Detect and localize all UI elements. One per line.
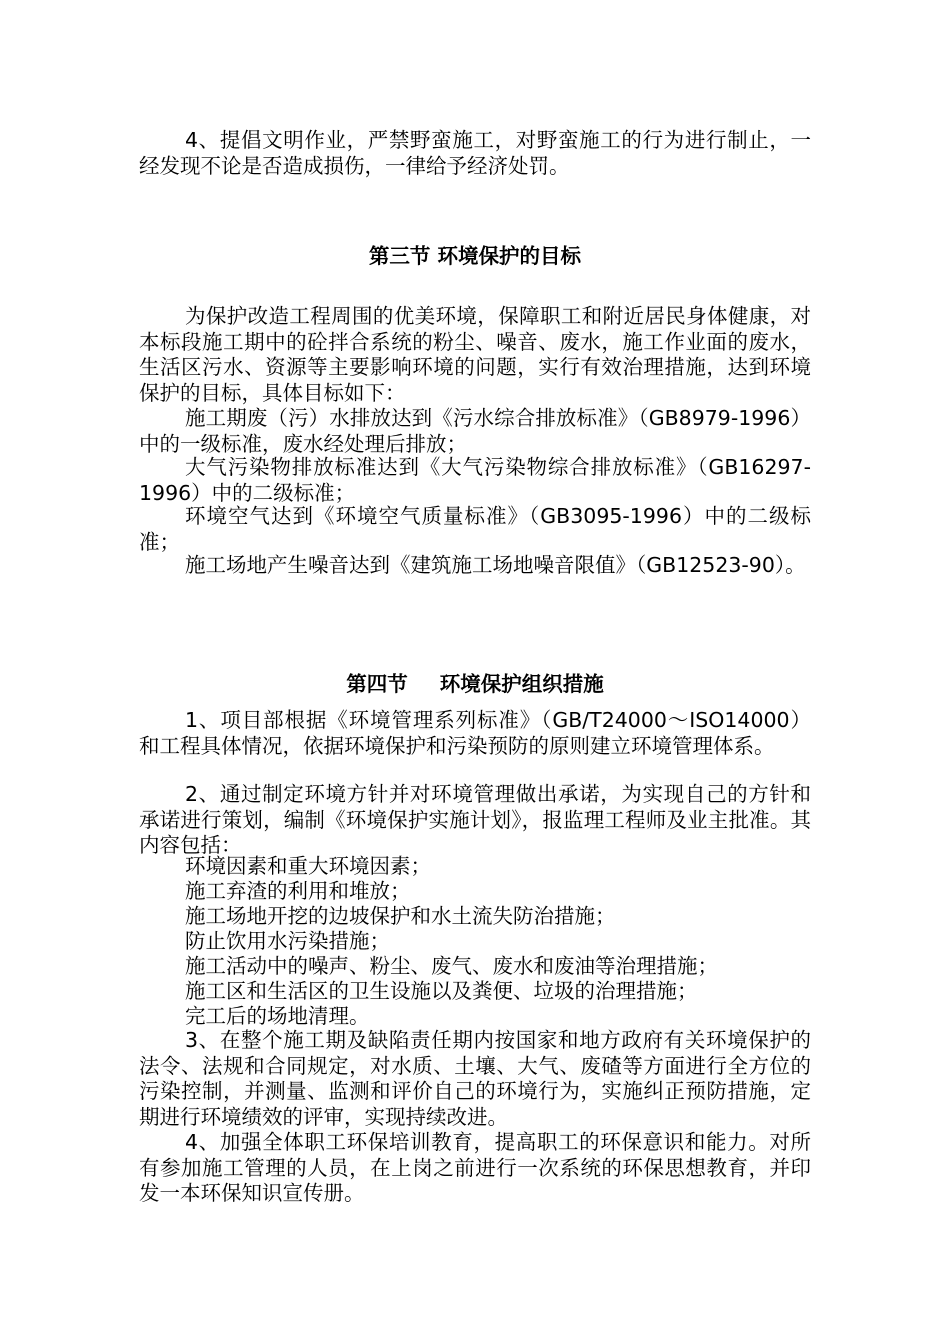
list-item: 防止饮用水污染措施； [185,929,390,953]
section3-target-noise: 施工场地产生噪音达到《建筑施工场地噪音限值》（GB12523-90）。 [185,553,806,577]
section3-target-air-pollutants: 大气污染物排放标准达到《大气污染物综合排放标准》（GB16297-1996）中的二级标准； [139,455,811,505]
section4-heading [0,671,950,697]
section4-heading-number: 第四节 [346,672,408,696]
paragraph-section2-item4: 4、提倡文明作业，严禁野蛮施工，对野蛮施工的行为进行制止，一经发现不论是否造成损伤，一律给予经济处罚。 [139,128,811,178]
section4-item4: 4、加强全体职工环保培训教育，提高职工的环保意识和能力。对所有参加施工管理的人员，在上岗之前进行一次系统的环保思想教育，并印发一本环保知识宣传册。 [139,1130,811,1205]
section4-item1: 1、项目部根据《环境管理系列标准》（GB/T24000～ISO14000）和工程具体情况，依据环境保护和污染预防的原则建立环境管理体系。 [139,708,811,758]
list-item: 施工场地开挖的边坡保护和水土流失防治措施； [185,904,616,928]
list-item: 完工后的场地清理。 [185,1004,370,1028]
list-item: 施工弃渣的利用和堆放； [185,879,411,903]
section3-target-wastewater: 施工期废（污）水排放达到《污水综合排放标准》（GB8979-1996）中的一级标准，废水经处理后排放； [139,406,811,456]
section3-target-ambient-air: 环境空气达到《环境空气质量标准》（GB3095-1996）中的二级标准； [139,504,811,554]
section4-heading-title: 环境保护组织措施 [439,672,604,696]
list-item: 施工活动中的噪声、粉尘、废气、废水和废油等治理措施； [185,954,718,978]
list-item: 环境因素和重大环境因素； [185,854,431,878]
section4-item3: 3、在整个施工期及缺陷责任期内按国家和地方政府有关环境保护的法令、法规和合同规定，对水质、土壤、大气、废碴等方面进行全方位的污染控制，并测量、监测和评价自己的环境行为，实施纠正预防措施，定期进行环境绩效的评审，实现持续改进。 [139,1028,811,1129]
section4-item2: 2、通过制定环境方针并对环境管理做出承诺，为实现自己的方针和承诺进行策划，编制《环境保护实施计划》，报监理工程师及业主批准。其内容包括： [139,782,811,857]
list-item: 施工区和生活区的卫生设施以及粪便、垃圾的治理措施； [185,979,698,1003]
section3-intro-paragraph: 为保护改造工程周围的优美环境，保障职工和附近居民身体健康，对本标段施工期中的砼拌合系统的粉尘、噪音、废水，施工作业面的废水，生活区污水、资源等主要影响环境的问题，实行有效治理措施，达到环境保护的目标，具体目标如下： [139,304,811,405]
section3-heading: 第三节 环境保护的目标 [368,244,582,268]
